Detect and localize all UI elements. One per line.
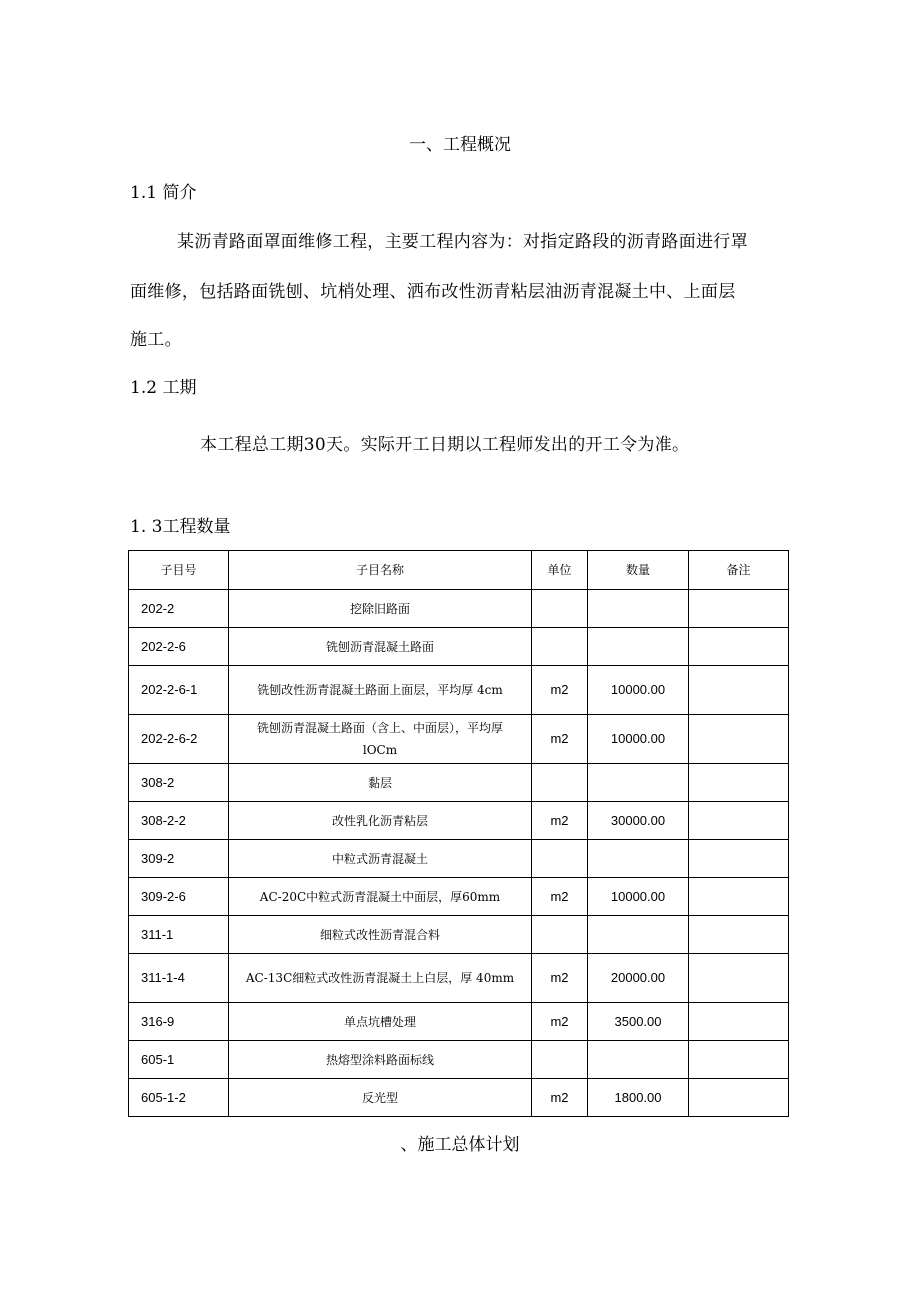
row-name-text: 黏层 bbox=[367, 775, 392, 790]
row-note bbox=[689, 1079, 789, 1117]
row-quantity: 20000.00 bbox=[588, 954, 689, 1003]
header-code: 子目号 bbox=[129, 551, 229, 590]
schedule-paragraph: 本工程总工期30天。实际开工日期以工程师发出的开工令为准。 bbox=[200, 435, 690, 455]
header-name: 子目名称 bbox=[229, 551, 532, 590]
table-row bbox=[129, 878, 789, 916]
row-unit: m2 bbox=[532, 666, 588, 715]
row-name-text: AC-13C细粒式改性沥青混凝土上白层，厚 40mm bbox=[245, 971, 515, 985]
row-name bbox=[229, 628, 532, 666]
section-title-plan: 、施工总体计划 bbox=[400, 1135, 520, 1155]
row-note bbox=[689, 802, 789, 840]
row-code: 311-1 bbox=[129, 916, 229, 954]
row-name-text: 反光型 bbox=[361, 1090, 398, 1105]
table-row bbox=[129, 1079, 789, 1117]
row-note bbox=[689, 1041, 789, 1079]
table-row bbox=[129, 840, 789, 878]
row-name-text: 中粒式沥青混凝土 bbox=[331, 851, 428, 866]
header-quantity: 数量 bbox=[588, 551, 689, 590]
heading-quantities: 1. 3工程数量 bbox=[130, 517, 231, 537]
row-unit: m2 bbox=[532, 802, 588, 840]
row-note bbox=[689, 878, 789, 916]
intro-paragraph-line-3: 施工。 bbox=[130, 330, 182, 350]
row-name bbox=[229, 715, 532, 764]
row-code: 202-2-6-2 bbox=[129, 715, 229, 764]
row-note bbox=[689, 954, 789, 1003]
row-unit bbox=[532, 764, 588, 802]
row-code: 309-2 bbox=[129, 840, 229, 878]
row-quantity bbox=[588, 590, 689, 628]
row-unit bbox=[532, 840, 588, 878]
table-row bbox=[129, 954, 789, 1003]
row-quantity bbox=[588, 628, 689, 666]
row-name bbox=[229, 590, 532, 628]
row-code: 202-2 bbox=[129, 590, 229, 628]
row-unit: m2 bbox=[532, 1003, 588, 1041]
row-unit: m2 bbox=[532, 1079, 588, 1117]
row-code: 308-2 bbox=[129, 764, 229, 802]
row-name bbox=[229, 954, 532, 1003]
heading-introduction: 1.1 简介 bbox=[130, 183, 197, 203]
row-quantity bbox=[588, 916, 689, 954]
row-note bbox=[689, 1003, 789, 1041]
row-name-text: 铣刨改性沥青混凝土路面上面层，平均厚 4cm bbox=[257, 683, 503, 697]
intro-paragraph-line-1: 某沥青路面罩面维修工程，主要工程内容为：对指定路段的沥青路面进行罩 bbox=[177, 232, 748, 252]
table-row bbox=[129, 764, 789, 802]
row-unit: m2 bbox=[532, 954, 588, 1003]
row-quantity bbox=[588, 764, 689, 802]
row-name bbox=[229, 802, 532, 840]
row-name-text: 细粒式改性沥青混合料 bbox=[319, 927, 440, 942]
row-unit: m2 bbox=[532, 715, 588, 764]
row-unit: m2 bbox=[532, 878, 588, 916]
row-unit bbox=[532, 590, 588, 628]
row-note bbox=[689, 840, 789, 878]
row-name-text: 单点坑槽处理 bbox=[343, 1014, 416, 1029]
table-row bbox=[129, 666, 789, 715]
row-quantity: 30000.00 bbox=[588, 802, 689, 840]
row-unit bbox=[532, 916, 588, 954]
row-name bbox=[229, 878, 532, 916]
row-name-text: AC-20C中粒式沥青混凝土中面层，厚60mm bbox=[259, 889, 501, 904]
row-code: 202-2-6 bbox=[129, 628, 229, 666]
row-note bbox=[689, 666, 789, 715]
row-unit bbox=[532, 1041, 588, 1079]
table-row bbox=[129, 802, 789, 840]
row-note bbox=[689, 628, 789, 666]
table-header-row bbox=[129, 551, 789, 590]
table-row bbox=[129, 715, 789, 764]
row-unit bbox=[532, 628, 588, 666]
row-code: 202-2-6-1 bbox=[129, 666, 229, 715]
row-note bbox=[689, 715, 789, 764]
table-row bbox=[129, 1041, 789, 1079]
row-code: 309-2-6 bbox=[129, 878, 229, 916]
row-quantity: 3500.00 bbox=[588, 1003, 689, 1041]
row-quantity bbox=[588, 840, 689, 878]
table-row bbox=[129, 1003, 789, 1041]
table-row bbox=[129, 590, 789, 628]
row-name bbox=[229, 666, 532, 715]
row-name-text: 铣刨沥青混凝土路面（含上、中面层），平均厚 lOCm bbox=[256, 721, 503, 757]
row-code: 308-2-2 bbox=[129, 802, 229, 840]
heading-schedule: 1.2 工期 bbox=[130, 378, 197, 398]
row-code: 605-1-2 bbox=[129, 1079, 229, 1117]
section-title-overview: 一、工程概况 bbox=[409, 135, 511, 155]
row-name-text: 改性乳化沥青粘层 bbox=[331, 813, 428, 828]
row-note bbox=[689, 764, 789, 802]
header-note: 备注 bbox=[689, 551, 789, 590]
intro-paragraph-line-2: 面维修，包括路面铣刨、坑梢处理、洒布改性沥青粘层油沥青混凝土中、上面层 bbox=[130, 282, 736, 302]
table-row bbox=[129, 916, 789, 954]
row-name bbox=[229, 1079, 532, 1117]
row-name bbox=[229, 840, 532, 878]
row-quantity: 1800.00 bbox=[588, 1079, 689, 1117]
row-code: 316-9 bbox=[129, 1003, 229, 1041]
row-quantity: 10000.00 bbox=[588, 878, 689, 916]
row-name-text: 挖除旧路面 bbox=[349, 601, 410, 616]
row-name bbox=[229, 764, 532, 802]
row-name bbox=[229, 1003, 532, 1041]
row-note bbox=[689, 590, 789, 628]
row-name-text: 热熔型涂料路面标线 bbox=[325, 1052, 434, 1067]
header-unit: 单位 bbox=[532, 551, 588, 590]
row-code: 605-1 bbox=[129, 1041, 229, 1079]
quantities-table bbox=[128, 550, 789, 1117]
row-name bbox=[229, 1041, 532, 1079]
row-quantity: 10000.00 bbox=[588, 666, 689, 715]
row-code: 311-1-4 bbox=[129, 954, 229, 1003]
row-name bbox=[229, 916, 532, 954]
table-row bbox=[129, 628, 789, 666]
row-note bbox=[689, 916, 789, 954]
row-name-text: 铣刨沥青混凝土路面 bbox=[325, 639, 434, 654]
row-quantity: 10000.00 bbox=[588, 715, 689, 764]
row-quantity bbox=[588, 1041, 689, 1079]
